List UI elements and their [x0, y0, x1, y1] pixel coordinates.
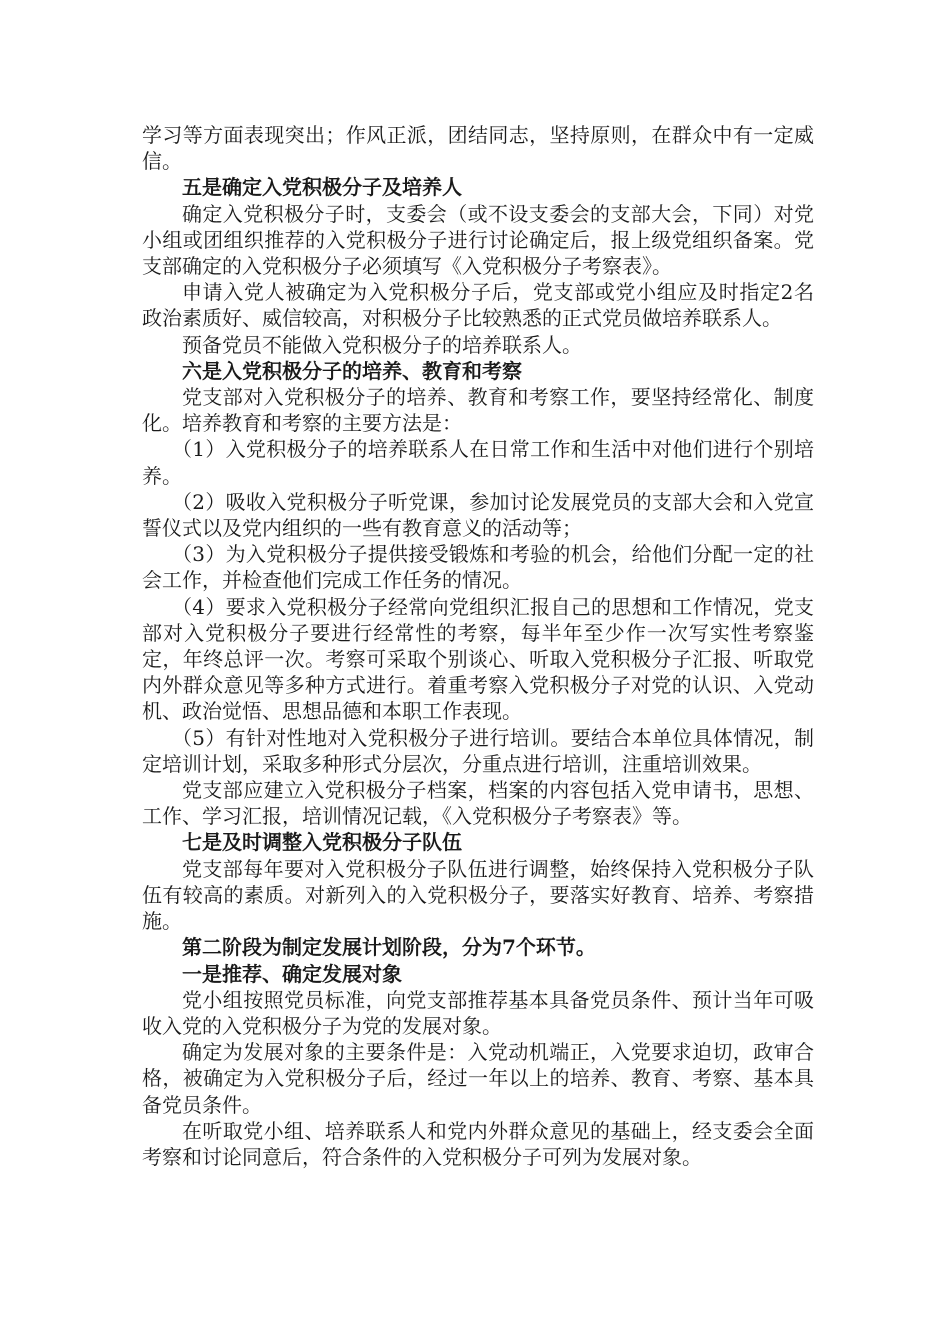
numbered-item: （5）有针对性地对入党积极分子进行培训。要结合本单位具体情况，制定培训计划，采取多种形式分层次，分重点进行培训，注重培训效果。: [142, 725, 814, 776]
section-heading: 五是确定入党积极分子及培养人: [182, 175, 462, 200]
numbered-item: （3）为入党积极分子提供接受锻炼和考验的机会，给他们分配一定的社会工作，并检查他们完成工作任务的情况。: [142, 542, 814, 593]
body-paragraph: 党支部应建立入党积极分子档案，档案的内容包括入党申请书，思想、工作、学习汇报，培训情况记载，《入党积极分子考察表》等。: [142, 778, 814, 829]
section-heading: 第二阶段为制定发展计划阶段，分为7个环节。: [182, 935, 596, 960]
numbered-item: （2）吸收入党积极分子听党课，参加讨论发展党员的支部大会和入党宣誓仪式以及党内组织的一些有教育意义的活动等；: [142, 489, 814, 541]
section-heading: 七是及时调整入党积极分子队伍: [182, 830, 462, 855]
body-paragraph: 党支部每年要对入党积极分子队伍进行调整，始终保持入党积极分子队伍有较高的素质。对新列入的入党积极分子，要落实好教育、培养、考察措施。: [142, 856, 814, 934]
body-paragraph: 党支部对入党积极分子的培养、教育和考察工作，要坚持经常化、制度化。培养教育和考察的主要方法是：: [142, 385, 814, 436]
section-heading: 六是入党积极分子的培养、教育和考察: [182, 358, 522, 383]
body-paragraph: 确定入党积极分子时，支委会（或不设支委会的支部大会，下同）对党小组或团组织推荐的入党积极分子进行讨论确定后，报上级党组织备案。党支部确定的入党积极分子必须填写《入党积极分子考察表》。: [142, 201, 814, 279]
body-paragraph: 预备党员不能做入党积极分子的培养联系人。: [182, 332, 582, 357]
section-heading: 一是推荐、确定发展对象: [182, 961, 402, 986]
body-paragraph: 在听取党小组、培养联系人和党内外群众意见的基础上，经支委会全面考察和讨论同意后，符合条件的入党积极分子可列为发展对象。: [142, 1118, 814, 1169]
body-paragraph: 确定为发展对象的主要条件是：入党动机端正，入党要求迫切，政审合格，被确定为入党积极分子后，经过一年以上的培养、教育、考察、基本具备党员条件。: [142, 1040, 814, 1117]
numbered-item: （4）要求入党积极分子经常向党组织汇报自己的思想和工作情况，党支部对入党积极分子要进行经常性的考察，每半年至少作一次写实性考察鉴定，年终总评一次。考察可采取个别谈心、听取入党积极分子汇报、听取党内外群众意见等多种方式进行。着重考察入党积极分子对党的认识、入党动机、政治觉悟、思想品德和本职工作表现。: [142, 594, 814, 724]
document-page: [142, 122, 814, 1170]
numbered-item: （1）入党积极分子的培养联系人在日常工作和生活中对他们进行个别培养。: [142, 437, 814, 488]
body-paragraph: 申请入党人被确定为入党积极分子后，党支部或党小组应及时指定2名政治素质好、威信较高，对积极分子比较熟悉的正式党员做培养联系人。: [142, 280, 814, 331]
body-paragraph: 学习等方面表现突出；作风正派，团结同志，坚持原则，在群众中有一定威信。: [142, 123, 814, 174]
body-paragraph: 党小组按照党员标准，向党支部推荐基本具备党员条件、预计当年可吸收入党的入党积极分子为党的发展对象。: [142, 987, 814, 1038]
